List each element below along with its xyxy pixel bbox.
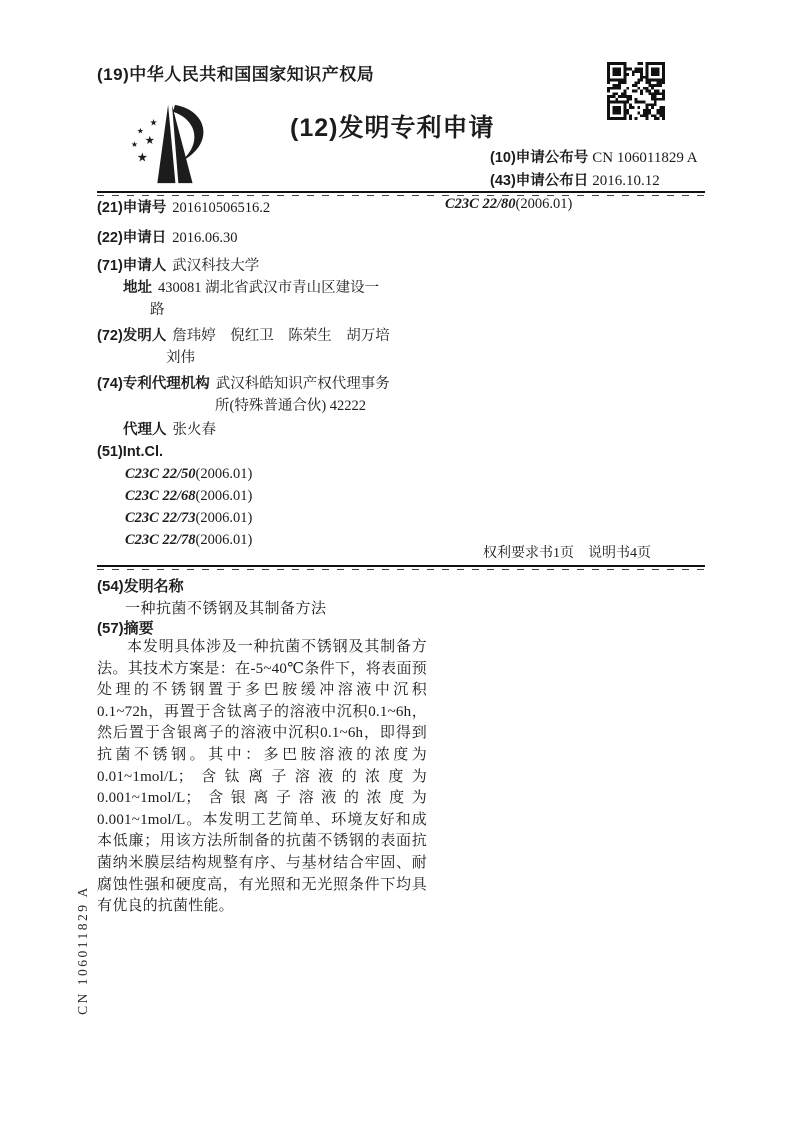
agency-line2 <box>215 394 366 415</box>
ipc-main-code: C23C 22/80 <box>445 196 516 212</box>
inventors-value-line2: 刘伟 <box>166 350 195 366</box>
abstract-section-label: (57)摘要 <box>97 620 154 637</box>
agency-value-line2: 所(特殊普通合伙) 42222 <box>215 398 367 414</box>
inventors-value-line1: 詹玮婷 倪红卫 陈荣生 胡万培 <box>172 328 390 344</box>
agent-value: 张火春 <box>172 422 216 438</box>
intcl-year: (2006.01) <box>195 466 253 482</box>
applicant-address-line2 <box>150 298 165 319</box>
abstract-text: 本发明具体涉及一种抗菌不锈钢及其制备方法。其技术方案是：在-5~40℃条件下，将表面预处理的不锈钢置于多巴胺缓冲溶液中沉积0.1~72h，再置于含钛离子的溶液中沉积0.1~6h，然后置于含银离子的溶液中沉积0.1~6h，即得到抗菌不锈钢。其中：多巴胺溶液的浓度为0.01~1mol/L；含钛离子溶液的浓度为0.001~1mol/L；含银离子溶液的浓度为0.001~1mol/L。本发明工艺简单、环境友好和成本低廉；用该方法所制备的抗菌不锈钢的表面抗菌纳米膜层结构规整有序、与基材结合牢固、耐腐蚀性强和硬度高，有光照和无光照条件下均具有优良的抗菌性能。 <box>97 639 427 915</box>
agent-label: 代理人 <box>123 422 167 438</box>
svg-text:★: ★ <box>144 134 156 148</box>
publication-number-line <box>490 146 698 167</box>
application-number-line <box>97 196 270 217</box>
svg-text:★: ★ <box>130 139 138 149</box>
applicant-line <box>97 254 259 275</box>
side-publication-code: CN 106011829 A <box>75 885 90 1015</box>
publication-number-label: (10)申请公布号 <box>490 150 589 166</box>
intcl-item <box>125 510 252 527</box>
intcl-year: (2006.01) <box>195 532 253 548</box>
svg-text:★: ★ <box>149 117 158 128</box>
intcl-year: (2006.01) <box>195 488 253 504</box>
applicant-value: 武汉科技大学 <box>172 258 260 274</box>
invention-title: 一种抗菌不锈钢及其制备方法 <box>125 601 327 617</box>
intcl-code: C23C 22/68 <box>125 488 196 504</box>
intcl-item <box>125 466 252 483</box>
publication-date-value: 2016.10.12 <box>592 173 660 189</box>
agent-line <box>123 418 216 439</box>
ipc-main-year: (2006.01) <box>515 196 573 212</box>
agency-label: (74)专利代理机构 <box>97 376 210 392</box>
intcl-code: C23C 22/50 <box>125 466 196 482</box>
agency-line <box>97 372 390 393</box>
cnipa-logo-icon <box>123 101 221 189</box>
ipc-main-line <box>445 196 572 213</box>
publication-date-label: (43)申请公布日 <box>490 173 589 189</box>
application-number-value: 201610506516.2 <box>172 200 271 216</box>
intcl-code: C23C 22/73 <box>125 510 196 526</box>
intcl-line <box>97 444 163 461</box>
application-date-label: (22)申请日 <box>97 230 167 246</box>
patent-office-name: (19)中华人民共和国国家知识产权局 <box>97 65 375 84</box>
applicant-address-line <box>123 276 379 297</box>
applicant-label: (71)申请人 <box>97 258 167 274</box>
application-date-value: 2016.06.30 <box>172 230 238 246</box>
inventors-label: (72)发明人 <box>97 328 167 344</box>
inventors-line <box>97 324 390 345</box>
title-section-label: (54)发明名称 <box>97 578 184 595</box>
intcl-item <box>125 488 252 505</box>
qr-code-icon <box>607 62 665 120</box>
publication-number-value: CN 106011829 A <box>592 150 698 166</box>
intcl-item <box>125 532 252 549</box>
intcl-label: (51)Int.Cl. <box>97 444 164 460</box>
publication-date-line <box>490 169 660 190</box>
inventors-line2 <box>166 346 195 367</box>
address-value-line2: 路 <box>150 302 165 318</box>
address-value-line1: 430081 湖北省武汉市青山区建设一 <box>158 280 380 296</box>
document-type-title: (12)发明专利申请 <box>290 114 495 142</box>
intcl-code: C23C 22/78 <box>125 532 196 548</box>
intcl-year: (2006.01) <box>195 510 253 526</box>
application-date-line <box>97 226 238 247</box>
body-separator <box>97 565 705 571</box>
agency-value-line1: 武汉科皓知识产权代理事务 <box>215 376 390 392</box>
address-label: 地址 <box>123 280 152 296</box>
application-number-label: (21)申请号 <box>97 200 167 216</box>
svg-text:★: ★ <box>136 150 149 165</box>
pages-info: 权利要求书1页 说明书4页 <box>483 546 651 561</box>
svg-text:★: ★ <box>136 126 144 136</box>
